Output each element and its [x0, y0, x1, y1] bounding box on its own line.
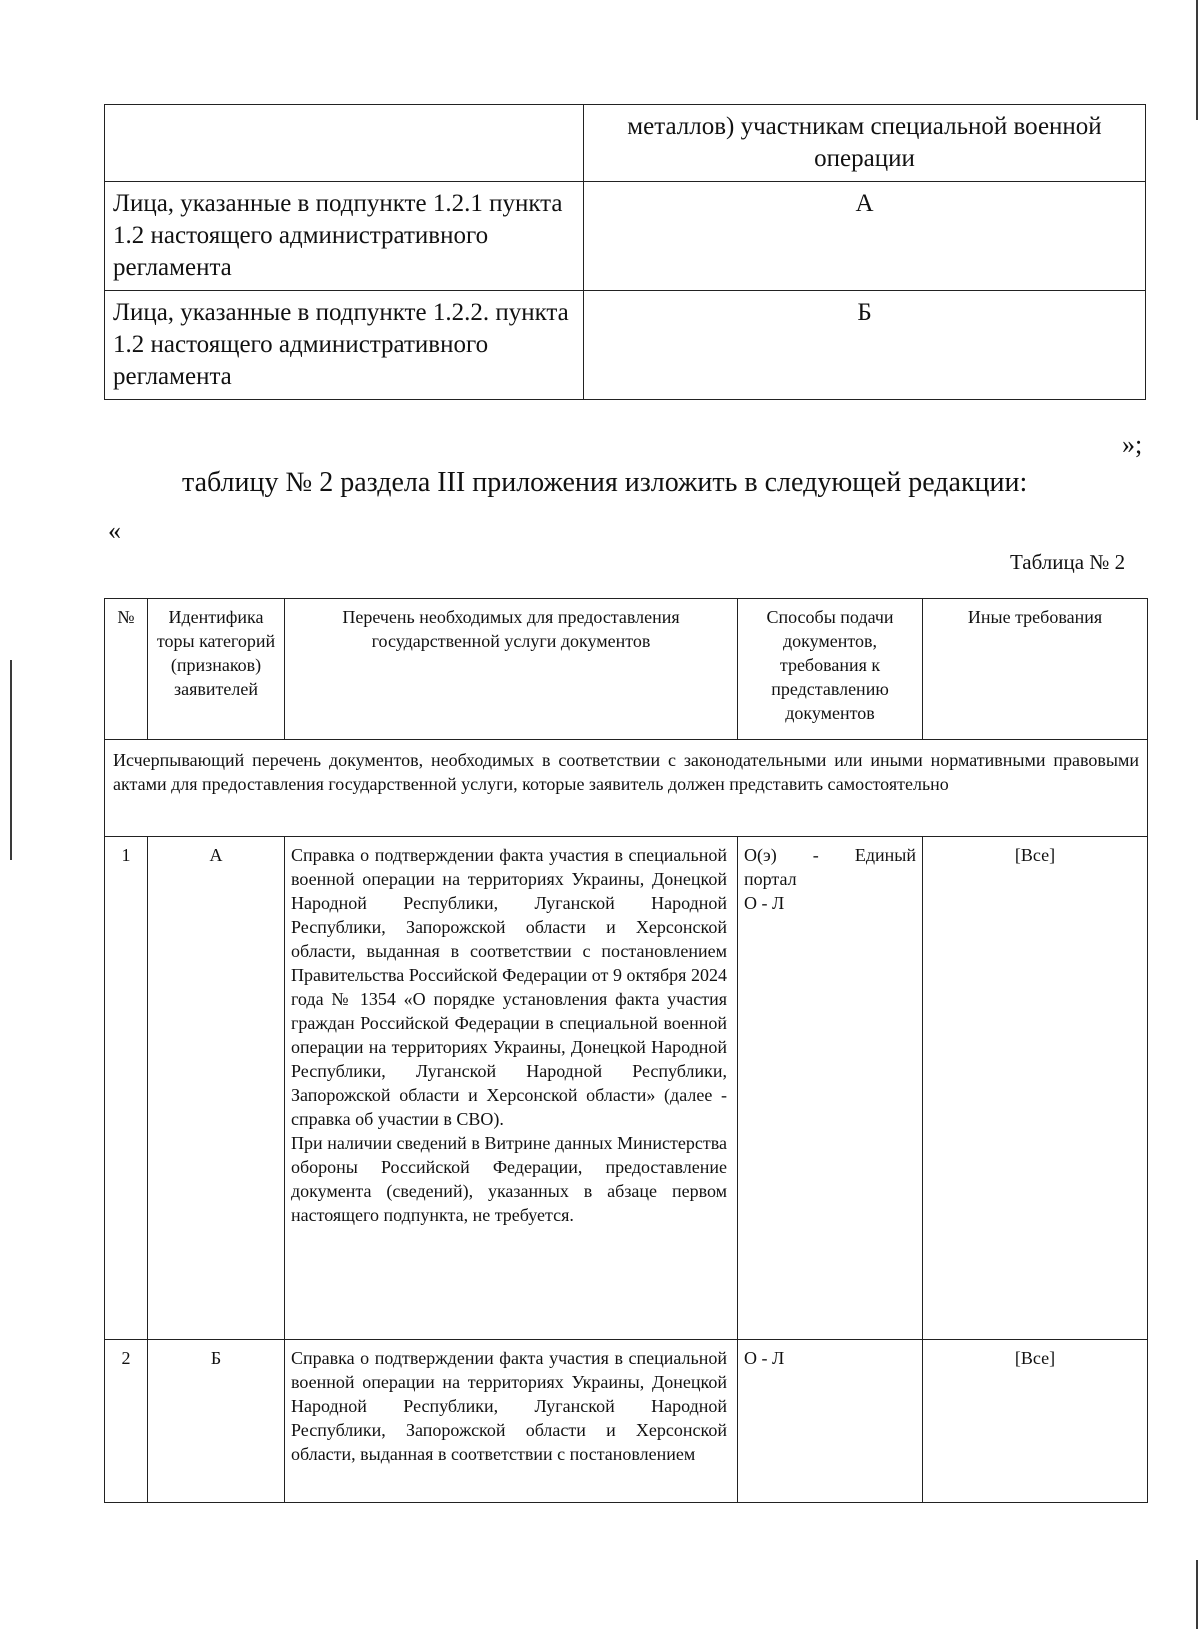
row-category-id: А — [148, 837, 285, 1340]
row-submission — [738, 1340, 923, 1503]
section-row — [105, 740, 1148, 837]
section-cell: Исчерпывающий перечень документов, необходимых в соответствии с законодательными или иными нормативными правовыми актами для предоставления государственной услуги, которые заявитель должен представить самостоятельно — [105, 740, 1148, 837]
table-row — [105, 837, 1148, 1340]
table-row — [105, 105, 1146, 182]
scan-edge-mark — [10, 660, 12, 860]
row-num: 1 — [105, 837, 148, 1340]
header-num: № — [105, 599, 148, 740]
row-num: 2 — [105, 1340, 148, 1503]
header-documents-list: Перечень необходимых для предоставления государственной услуги документов — [285, 599, 738, 740]
categories-table-continuation — [104, 104, 1146, 400]
row-submission — [738, 837, 923, 1340]
table-cell: Лица, указанные в подпункте 1.2.1 пункта 1.2 настоящего административного регламента — [105, 182, 584, 291]
table-cell — [105, 105, 584, 182]
opening-quote: « — [108, 516, 121, 545]
scan-edge-mark — [1196, 1560, 1198, 1629]
row-other-requirements: [Все] — [923, 837, 1148, 1340]
row-documents — [285, 1340, 738, 1503]
submission-word: Единый — [854, 845, 916, 865]
table-row — [105, 1340, 1148, 1503]
closing-quote: »; — [1122, 430, 1143, 459]
submission-line: О - Л — [744, 1348, 785, 1368]
documents-table — [104, 598, 1148, 1503]
submission-dash: - — [812, 845, 819, 865]
header-other-requirements: Иные требования — [923, 599, 1148, 740]
document-paragraph: При наличии сведений в Витрине данных Министерства обороны Российской Федерации, предоставление документа (сведений), указанных в абзаце первом настоящего подпункта, не требуется. — [291, 1133, 727, 1225]
submission-line: портал — [744, 869, 797, 889]
row-documents — [285, 837, 738, 1340]
document-paragraph: Справка о подтверждении факта участия в специальной военной операции на территориях Украины, Донецкой Народной Республики, Луганской Народной Республики, Запорожской области и Херсонской области, выданная в соответствии с постановлением — [291, 1348, 727, 1464]
submission-line: О - Л — [744, 893, 785, 913]
table-row — [105, 291, 1146, 400]
header-identifiers: Идентифика торы категорий (признаков) заявителей — [148, 599, 285, 740]
instruction-paragraph: таблицу № 2 раздела III приложения изложить в следующей редакции: — [182, 467, 1028, 498]
table-cell: металлов) участникам специальной военной операции — [584, 105, 1146, 182]
table-cell: Б — [584, 291, 1146, 400]
table-caption: Таблица № 2 — [1010, 550, 1126, 574]
header-submission-methods: Способы подачи документов, требования к представлению документов — [738, 599, 923, 740]
row-other-requirements: [Все] — [923, 1340, 1148, 1503]
submission-code: О(э) — [744, 845, 777, 865]
table-cell: А — [584, 182, 1146, 291]
submission-line — [744, 843, 916, 867]
document-paragraph: Справка о подтверждении факта участия в специальной военной операции на территориях Украины, Донецкой Народной Республики, Луганской Народной Республики, Запорожской области и Херсонской области, выданная в соответствии с постановлением Правительства Российской Федерации от 9 октября 2024 года № 1354 «О порядке установления факта участия граждан Российской Федерации в специальной военной операции на территориях Украины, Донецкой Народной Республики, Луганской Народной Республики, Запорожской области и Херсонской области» (далее - справка об участии в СВО). — [291, 845, 727, 1129]
row-category-id: Б — [148, 1340, 285, 1503]
scan-edge-mark — [1196, 0, 1198, 120]
table-cell: Лица, указанные в подпункте 1.2.2. пункта 1.2 настоящего административного регламента — [105, 291, 584, 400]
table-header-row — [105, 599, 1148, 740]
table-row — [105, 182, 1146, 291]
